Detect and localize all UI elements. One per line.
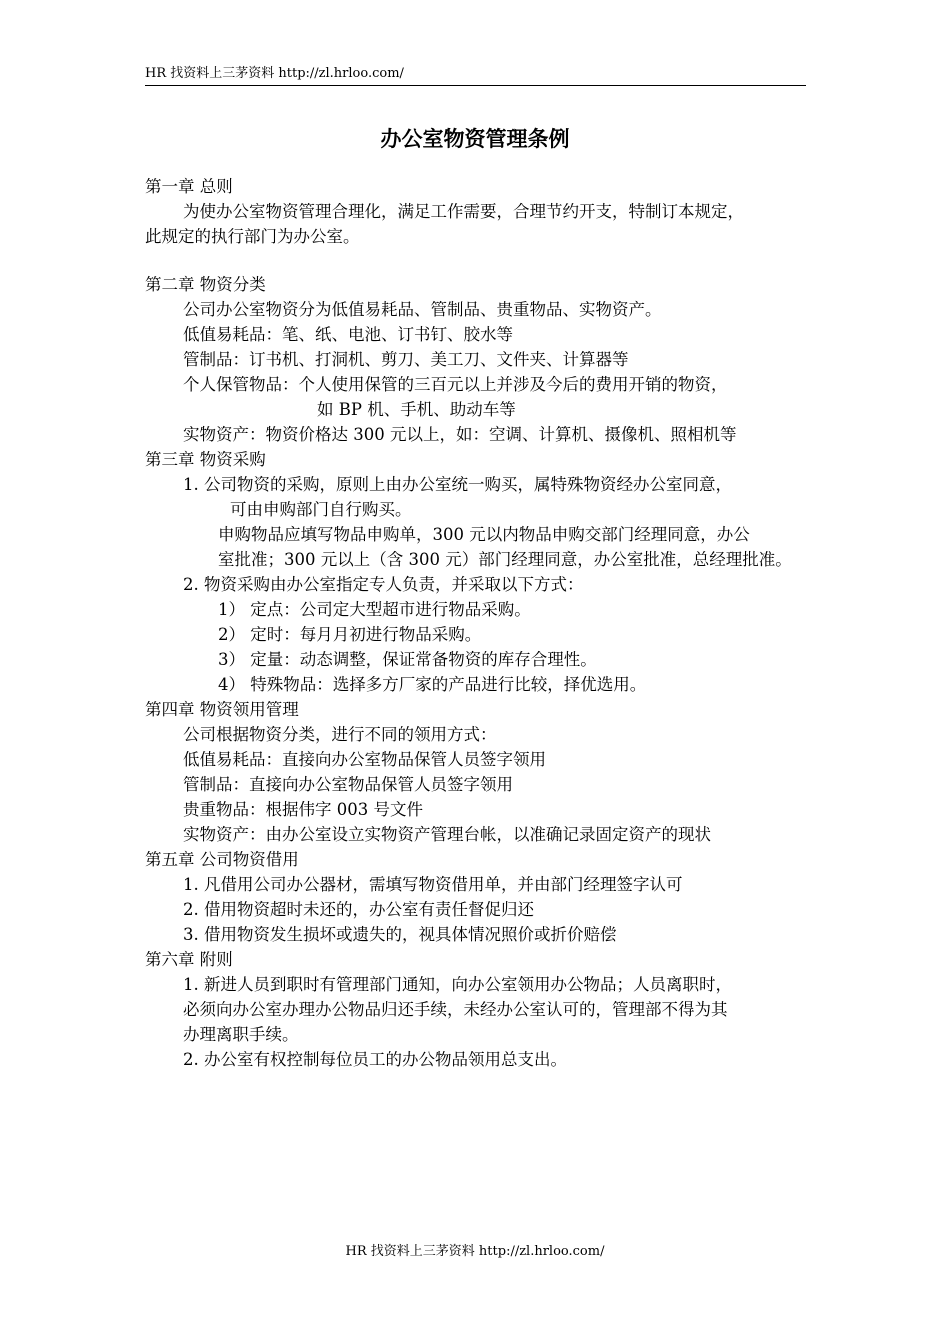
chapter-3-subitem-1: 1） 定点：公司定大型超市进行物品采购。 bbox=[218, 600, 531, 619]
chapter-2-line-6: 实物资产：物资价格达 300 元以上，如：空调、计算机、摄像机、照相机等 bbox=[183, 425, 737, 444]
chapter-5-heading: 第五章 公司物资借用 bbox=[145, 850, 299, 869]
chapter-6-item-1-line-3: 办理离职手续。 bbox=[183, 1025, 299, 1044]
chapter-2-line-1: 公司办公室物资分为低值易耗品、管制品、贵重物品、实物资产。 bbox=[183, 300, 662, 319]
page-header: HR 找资料上三茅资料 http://zl.hrloo.com/ bbox=[145, 66, 404, 81]
chapter-2-line-2: 低值易耗品：笔、纸、电池、订书钉、胶水等 bbox=[183, 325, 513, 344]
chapter-3-item-1-line-3: 申购物品应填写物品申购单，300 元以内物品申购交部门经理同意，办公 bbox=[218, 525, 750, 544]
chapter-1-heading: 第一章 总则 bbox=[145, 177, 233, 196]
chapter-4-line-2: 低值易耗品：直接向办公室物品保管人员签字领用 bbox=[183, 750, 546, 769]
chapter-6-heading: 第六章 附则 bbox=[145, 950, 233, 969]
chapter-5-line-1: 1. 凡借用公司办公器材，需填写物资借用单，并由部门经理签字认可 bbox=[183, 875, 683, 894]
chapter-3-subitem-4: 4） 特殊物品：选择多方厂家的产品进行比较，择优选用。 bbox=[218, 675, 647, 694]
chapter-4-heading: 第四章 物资领用管理 bbox=[145, 700, 299, 719]
chapter-2-line-3: 管制品：订书机、打洞机、剪刀、美工刀、文件夹、计算器等 bbox=[183, 350, 629, 369]
document-title: 办公室物资管理条例 bbox=[380, 126, 570, 151]
chapter-5-line-2: 2. 借用物资超时未还的，办公室有责任督促归还 bbox=[183, 900, 534, 919]
chapter-6-item-2: 2. 办公室有权控制每位员工的办公物品领用总支出。 bbox=[183, 1050, 567, 1069]
chapter-2-line-4: 个人保管物品：个人使用保管的三百元以上并涉及今后的费用开销的物资， bbox=[183, 375, 728, 394]
chapter-3-item-1-line-2: 可由申购部门自行购买。 bbox=[230, 500, 412, 519]
chapter-6-item-1-line-1: 1. 新进人员到职时有管理部门通知，向办公室领用办公物品；人员离职时， bbox=[183, 975, 732, 994]
chapter-3-item-1-line-4: 室批准；300 元以上（含 300 元）部门经理同意，办公室批准，总经理批准。 bbox=[218, 550, 792, 569]
chapter-1-paragraph-line-2: 此规定的执行部门为办公室。 bbox=[145, 227, 360, 246]
chapter-4-line-5: 实物资产：由办公室设立实物资产管理台帐，以准确记录固定资产的现状 bbox=[183, 825, 711, 844]
page-footer: HR 找资料上三茅资料 http://zl.hrloo.com/ bbox=[345, 1244, 605, 1259]
chapter-3-item-2: 2. 物资采购由办公室指定专人负责，并采取以下方式： bbox=[183, 575, 584, 594]
chapter-4-line-4: 贵重物品：根据伟字 003 号文件 bbox=[183, 800, 423, 819]
chapter-1-paragraph-line-1: 为使办公室物资管理合理化，满足工作需要，合理节约开支，特制订本规定， bbox=[183, 202, 744, 221]
chapter-3-subitem-3: 3） 定量：动态调整，保证常备物资的库存合理性。 bbox=[218, 650, 597, 669]
chapter-4-line-3: 管制品：直接向办公室物品保管人员签字领用 bbox=[183, 775, 513, 794]
chapter-6-item-1-line-2: 必须向办公室办理办公物品归还手续，未经办公室认可的，管理部不得为其 bbox=[183, 1000, 728, 1019]
chapter-3-heading: 第三章 物资采购 bbox=[145, 450, 266, 469]
chapter-2-heading: 第二章 物资分类 bbox=[145, 275, 266, 294]
chapter-3-subitem-2: 2） 定时：每月月初进行物品采购。 bbox=[218, 625, 482, 644]
chapter-3-item-1-line-1: 1. 公司物资的采购，原则上由办公室统一购买，属特殊物资经办公室同意， bbox=[183, 475, 732, 494]
chapter-2-line-5: 如 BP 机、手机、助动车等 bbox=[317, 400, 516, 419]
header-divider bbox=[145, 85, 806, 86]
chapter-4-line-1: 公司根据物资分类，进行不同的领用方式： bbox=[183, 725, 497, 744]
chapter-5-line-3: 3. 借用物资发生损坏或遗失的，视具体情况照价或折价赔偿 bbox=[183, 925, 617, 944]
